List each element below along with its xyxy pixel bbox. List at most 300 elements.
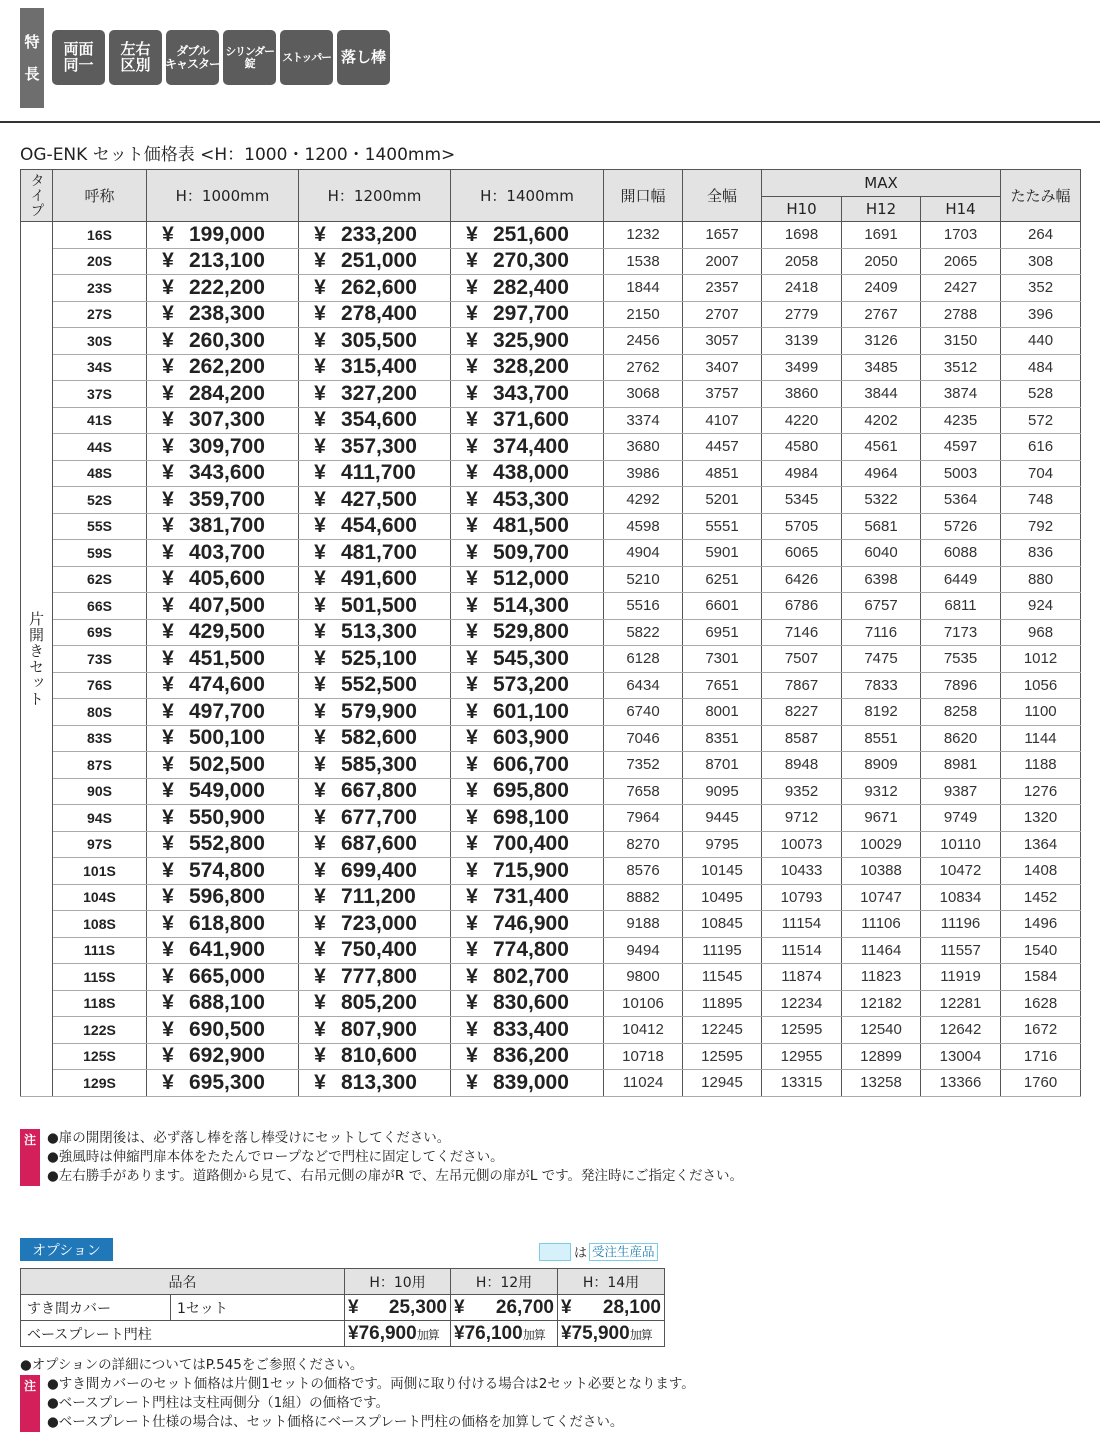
price-cell: ¥ 552,800	[147, 831, 299, 858]
dim-h12: 2767	[842, 301, 921, 328]
note-tag: 注	[20, 1375, 40, 1432]
dim-total: 3057	[683, 328, 762, 355]
dim-total: 5551	[683, 513, 762, 540]
dim-h12: 10388	[842, 858, 921, 885]
table-row	[21, 1043, 1081, 1070]
dim-total: 11895	[683, 990, 762, 1017]
row-name: 90S	[53, 778, 147, 805]
price-cell: ¥ 665,000	[147, 964, 299, 991]
dim-h10: 3139	[762, 328, 842, 355]
price-cell: ¥ 497,700	[147, 699, 299, 726]
row-name: 66S	[53, 593, 147, 620]
dim-fold: 264	[1001, 222, 1081, 249]
dim-h14: 11557	[921, 937, 1001, 964]
price-cell: ¥ 199,000	[147, 222, 299, 249]
price-cell: ¥ 222,200	[147, 275, 299, 302]
row-name: 20S	[53, 248, 147, 275]
price-cell: ¥ 213,100	[147, 248, 299, 275]
price-cell: ¥ 474,600	[147, 672, 299, 699]
dim-h12: 11464	[842, 937, 921, 964]
dim-h14: 10472	[921, 858, 1001, 885]
dim-h12: 6398	[842, 566, 921, 593]
dim-total: 4107	[683, 407, 762, 434]
dim-open: 4598	[604, 513, 683, 540]
dim-h14: 11919	[921, 964, 1001, 991]
dim-open: 9494	[604, 937, 683, 964]
dim-total: 9095	[683, 778, 762, 805]
dim-h14: 8258	[921, 699, 1001, 726]
dim-fold: 572	[1001, 407, 1081, 434]
note-tag: 注	[20, 1129, 40, 1186]
dim-total: 12245	[683, 1017, 762, 1044]
header-h1000: H：1000mm	[147, 170, 299, 222]
option-price-h14: ¥75,900加算	[558, 1321, 665, 1347]
row-name: 59S	[53, 540, 147, 567]
dim-h10: 3499	[762, 354, 842, 381]
header-h1400: H：1400mm	[451, 170, 604, 222]
dim-fold: 880	[1001, 566, 1081, 593]
dim-fold: 1628	[1001, 990, 1081, 1017]
price-cell: ¥ 579,900	[299, 699, 451, 726]
dim-h12: 5322	[842, 487, 921, 514]
table-row	[21, 805, 1081, 832]
dim-open: 9188	[604, 911, 683, 938]
dim-open: 1844	[604, 275, 683, 302]
price-cell: ¥ 429,500	[147, 619, 299, 646]
dim-h12: 12540	[842, 1017, 921, 1044]
dim-fold: 1716	[1001, 1043, 1081, 1070]
table-row	[21, 990, 1081, 1017]
row-name: 62S	[53, 566, 147, 593]
price-cell: ¥ 233,200	[299, 222, 451, 249]
feature-badge: シリンダー 錠	[223, 30, 276, 85]
dim-h12: 10747	[842, 884, 921, 911]
price-cell: ¥ 325,900	[451, 328, 604, 355]
price-cell: ¥ 502,500	[147, 752, 299, 779]
price-cell: ¥ 802,700	[451, 964, 604, 991]
dim-total: 6951	[683, 619, 762, 646]
dim-h14: 7173	[921, 619, 1001, 646]
dim-h14: 7896	[921, 672, 1001, 699]
price-cell: ¥ 830,600	[451, 990, 604, 1017]
row-name: 41S	[53, 407, 147, 434]
price-cell: ¥ 585,300	[299, 752, 451, 779]
dim-fold: 792	[1001, 513, 1081, 540]
price-cell: ¥ 690,500	[147, 1017, 299, 1044]
table-row	[21, 328, 1081, 355]
price-cell: ¥ 700,400	[451, 831, 604, 858]
dim-h14: 8620	[921, 725, 1001, 752]
dim-open: 7046	[604, 725, 683, 752]
price-cell: ¥ 297,700	[451, 301, 604, 328]
dim-h12: 8192	[842, 699, 921, 726]
dim-h14: 13004	[921, 1043, 1001, 1070]
feature-badge: ダブル キャスター	[166, 30, 219, 85]
table-title: OG-ENK セット価格表 <H：1000・1200・1400mm>	[20, 145, 456, 165]
dim-h10: 1698	[762, 222, 842, 249]
note-line: ●強風時は伸縮門扉本体をたたんでロープなどで門柱に固定してください。	[47, 1149, 504, 1165]
table-row	[21, 619, 1081, 646]
option-row	[21, 1321, 665, 1347]
dim-total: 3407	[683, 354, 762, 381]
dim-h14: 5003	[921, 460, 1001, 487]
table-row	[21, 858, 1081, 885]
price-cell: ¥ 343,600	[147, 460, 299, 487]
price-cell: ¥ 512,000	[451, 566, 604, 593]
dim-h12: 11106	[842, 911, 921, 938]
option-price-h12: ¥ 26,700	[451, 1295, 558, 1321]
price-cell: ¥ 695,800	[451, 778, 604, 805]
dim-open: 4904	[604, 540, 683, 567]
dim-open: 3068	[604, 381, 683, 408]
dim-h14: 4597	[921, 434, 1001, 461]
price-cell: ¥ 688,100	[147, 990, 299, 1017]
price-cell: ¥ 596,800	[147, 884, 299, 911]
header-h1200: H：1200mm	[299, 170, 451, 222]
dim-open: 11024	[604, 1070, 683, 1097]
price-cell: ¥ 529,800	[451, 619, 604, 646]
dim-open: 10718	[604, 1043, 683, 1070]
price-cell: ¥ 601,100	[451, 699, 604, 726]
price-cell: ¥ 309,700	[147, 434, 299, 461]
price-cell: ¥ 238,300	[147, 301, 299, 328]
dim-h10: 2418	[762, 275, 842, 302]
row-name: 76S	[53, 672, 147, 699]
dim-h12: 12182	[842, 990, 921, 1017]
dim-h14: 1703	[921, 222, 1001, 249]
dim-h14: 11196	[921, 911, 1001, 938]
row-name: 108S	[53, 911, 147, 938]
dim-open: 10412	[604, 1017, 683, 1044]
dim-fold: 1452	[1001, 884, 1081, 911]
row-name: 23S	[53, 275, 147, 302]
dim-h12: 7116	[842, 619, 921, 646]
note-line: ●すき間カバーのセット価格は片側1セットの価格です。両側に取り付ける場合は2セット必要となります。	[47, 1376, 695, 1392]
dim-h10: 4580	[762, 434, 842, 461]
price-cell: ¥ 405,600	[147, 566, 299, 593]
dim-fold: 1056	[1001, 672, 1081, 699]
dim-total: 10845	[683, 911, 762, 938]
made-to-order-label: 受注生産品	[589, 1243, 658, 1261]
table-row	[21, 487, 1081, 514]
dim-fold: 1672	[1001, 1017, 1081, 1044]
dim-open: 8882	[604, 884, 683, 911]
price-cell: ¥ 711,200	[299, 884, 451, 911]
option-price-h10: ¥ 25,300	[345, 1295, 451, 1321]
price-cell: ¥ 453,300	[451, 487, 604, 514]
dim-open: 2456	[604, 328, 683, 355]
dim-h14: 6449	[921, 566, 1001, 593]
dim-fold: 308	[1001, 248, 1081, 275]
feature-badge: 両面 同一	[52, 30, 105, 85]
row-name: 37S	[53, 381, 147, 408]
price-cell: ¥ 270,300	[451, 248, 604, 275]
price-cell: ¥ 407,500	[147, 593, 299, 620]
price-cell: ¥ 839,000	[451, 1070, 604, 1097]
dim-h14: 9749	[921, 805, 1001, 832]
row-name: 80S	[53, 699, 147, 726]
dim-total: 7651	[683, 672, 762, 699]
dim-total: 1657	[683, 222, 762, 249]
dim-h14: 8981	[921, 752, 1001, 779]
price-cell: ¥ 810,600	[299, 1043, 451, 1070]
row-name: 129S	[53, 1070, 147, 1097]
price-cell: ¥ 500,100	[147, 725, 299, 752]
price-cell: ¥ 731,400	[451, 884, 604, 911]
dim-total: 2007	[683, 248, 762, 275]
table-row	[21, 460, 1081, 487]
header-h12: H12	[842, 197, 921, 222]
feature-badges	[52, 30, 394, 108]
dim-open: 7658	[604, 778, 683, 805]
dim-h14: 12281	[921, 990, 1001, 1017]
dim-total: 8701	[683, 752, 762, 779]
dim-total: 8351	[683, 725, 762, 752]
table-row	[21, 911, 1081, 938]
table-row	[21, 275, 1081, 302]
dim-open: 8576	[604, 858, 683, 885]
dim-h14: 12642	[921, 1017, 1001, 1044]
header-opening: 開口幅	[604, 170, 683, 222]
price-cell: ¥ 427,500	[299, 487, 451, 514]
dim-total: 12945	[683, 1070, 762, 1097]
price-cell: ¥ 777,800	[299, 964, 451, 991]
dim-h12: 6757	[842, 593, 921, 620]
dim-h14: 2427	[921, 275, 1001, 302]
dim-open: 3986	[604, 460, 683, 487]
price-table	[20, 169, 1081, 1097]
row-name: 34S	[53, 354, 147, 381]
price-cell: ¥ 411,700	[299, 460, 451, 487]
price-cell: ¥ 327,200	[299, 381, 451, 408]
row-name: 55S	[53, 513, 147, 540]
dim-total: 2357	[683, 275, 762, 302]
price-cell: ¥ 667,800	[299, 778, 451, 805]
dim-open: 4292	[604, 487, 683, 514]
row-name: 73S	[53, 646, 147, 673]
dim-h10: 6426	[762, 566, 842, 593]
header-h14: H14	[921, 197, 1001, 222]
dim-h12: 8909	[842, 752, 921, 779]
price-cell: ¥ 695,300	[147, 1070, 299, 1097]
dim-h12: 11823	[842, 964, 921, 991]
dim-total: 6601	[683, 593, 762, 620]
dim-h10: 7507	[762, 646, 842, 673]
table-row	[21, 434, 1081, 461]
table-row	[21, 831, 1081, 858]
dim-open: 2150	[604, 301, 683, 328]
row-name: 52S	[53, 487, 147, 514]
dim-fold: 352	[1001, 275, 1081, 302]
price-cell: ¥ 284,200	[147, 381, 299, 408]
dim-fold: 1012	[1001, 646, 1081, 673]
dim-h14: 10110	[921, 831, 1001, 858]
row-name: 115S	[53, 964, 147, 991]
option-unit: 1セット	[171, 1295, 345, 1321]
header-h10: H10	[762, 197, 842, 222]
price-cell: ¥ 481,500	[451, 513, 604, 540]
dim-h12: 12899	[842, 1043, 921, 1070]
dim-h10: 11154	[762, 911, 842, 938]
price-cell: ¥ 374,400	[451, 434, 604, 461]
dim-h12: 5681	[842, 513, 921, 540]
table-row	[21, 672, 1081, 699]
row-name: 16S	[53, 222, 147, 249]
dim-h10: 9352	[762, 778, 842, 805]
opt-header-h14: H：14用	[558, 1269, 665, 1295]
price-cell: ¥ 805,200	[299, 990, 451, 1017]
dim-fold: 836	[1001, 540, 1081, 567]
dim-h10: 10433	[762, 858, 842, 885]
row-name: 87S	[53, 752, 147, 779]
dim-open: 6740	[604, 699, 683, 726]
dim-h12: 9312	[842, 778, 921, 805]
dim-total: 5901	[683, 540, 762, 567]
price-cell: ¥ 574,800	[147, 858, 299, 885]
dim-fold: 1760	[1001, 1070, 1081, 1097]
price-cell: ¥ 371,600	[451, 407, 604, 434]
row-name: 104S	[53, 884, 147, 911]
price-cell: ¥ 582,600	[299, 725, 451, 752]
dim-open: 10106	[604, 990, 683, 1017]
price-cell: ¥ 549,000	[147, 778, 299, 805]
price-cell: ¥ 438,000	[451, 460, 604, 487]
dim-fold: 704	[1001, 460, 1081, 487]
header-max: MAX	[762, 170, 1001, 197]
note-line: ●左右勝手があります。道路側から見て、右吊元側の扉がR で、左吊元側の扉がL です。発注時にご指定ください。	[47, 1168, 744, 1184]
dim-fold: 748	[1001, 487, 1081, 514]
dim-h12: 7475	[842, 646, 921, 673]
row-name: 118S	[53, 990, 147, 1017]
price-cell: ¥ 509,700	[451, 540, 604, 567]
row-name: 94S	[53, 805, 147, 832]
dim-fold: 1276	[1001, 778, 1081, 805]
price-cell: ¥ 807,900	[299, 1017, 451, 1044]
dim-fold: 1584	[1001, 964, 1081, 991]
opt-header-h10: H：10用	[345, 1269, 451, 1295]
price-cell: ¥ 357,300	[299, 434, 451, 461]
option-price-h12: ¥76,100加算	[451, 1321, 558, 1347]
dim-total: 9445	[683, 805, 762, 832]
dim-h14: 10834	[921, 884, 1001, 911]
row-name: 83S	[53, 725, 147, 752]
price-cell: ¥ 836,200	[451, 1043, 604, 1070]
price-cell: ¥ 354,600	[299, 407, 451, 434]
dim-h10: 11874	[762, 964, 842, 991]
row-name: 122S	[53, 1017, 147, 1044]
dim-h12: 2409	[842, 275, 921, 302]
price-cell: ¥ 315,400	[299, 354, 451, 381]
dim-total: 9795	[683, 831, 762, 858]
price-cell: ¥ 343,700	[451, 381, 604, 408]
dim-h10: 9712	[762, 805, 842, 832]
dim-h10: 5345	[762, 487, 842, 514]
opt-header-item: 品名	[21, 1269, 345, 1295]
dim-open: 7964	[604, 805, 683, 832]
dim-fold: 440	[1001, 328, 1081, 355]
price-cell: ¥ 260,300	[147, 328, 299, 355]
dim-h14: 3150	[921, 328, 1001, 355]
price-cell: ¥ 251,000	[299, 248, 451, 275]
dim-h10: 6786	[762, 593, 842, 620]
dim-h12: 7833	[842, 672, 921, 699]
price-cell: ¥ 545,300	[451, 646, 604, 673]
table-row	[21, 884, 1081, 911]
price-cell: ¥ 774,800	[451, 937, 604, 964]
feature-badge: ストッパー	[280, 30, 333, 85]
dim-h14: 13366	[921, 1070, 1001, 1097]
price-cell: ¥ 699,400	[299, 858, 451, 885]
price-cell: ¥ 307,300	[147, 407, 299, 434]
price-cell: ¥ 501,500	[299, 593, 451, 620]
feature-badge: 落し棒	[337, 30, 390, 85]
dim-fold: 1540	[1001, 937, 1081, 964]
table-row	[21, 540, 1081, 567]
table-row	[21, 593, 1081, 620]
dim-h10: 12234	[762, 990, 842, 1017]
dim-open: 2762	[604, 354, 683, 381]
dim-fold: 396	[1001, 301, 1081, 328]
price-cell: ¥ 403,700	[147, 540, 299, 567]
dim-h10: 7867	[762, 672, 842, 699]
row-name: 48S	[53, 460, 147, 487]
table-row	[21, 248, 1081, 275]
dim-h14: 7535	[921, 646, 1001, 673]
dim-fold: 1100	[1001, 699, 1081, 726]
dim-open: 5210	[604, 566, 683, 593]
dim-h10: 2058	[762, 248, 842, 275]
dim-h12: 10029	[842, 831, 921, 858]
dim-fold: 1188	[1001, 752, 1081, 779]
price-cell: ¥ 451,500	[147, 646, 299, 673]
price-cell: ¥ 525,100	[299, 646, 451, 673]
price-cell: ¥ 813,300	[299, 1070, 451, 1097]
table-row	[21, 778, 1081, 805]
dim-fold: 1320	[1001, 805, 1081, 832]
table-row	[21, 937, 1081, 964]
dim-h12: 4202	[842, 407, 921, 434]
note-line: ●扉の開閉後は、必ず落し棒を落し棒受けにセットしてください。	[47, 1130, 451, 1146]
dim-h10: 8227	[762, 699, 842, 726]
price-cell: ¥ 833,400	[451, 1017, 604, 1044]
dim-h10: 5705	[762, 513, 842, 540]
table-row	[21, 646, 1081, 673]
table-row	[21, 354, 1081, 381]
dim-h10: 10793	[762, 884, 842, 911]
dim-h14: 9387	[921, 778, 1001, 805]
dim-total: 11545	[683, 964, 762, 991]
dim-total: 4851	[683, 460, 762, 487]
table-row	[21, 964, 1081, 991]
table-row	[21, 407, 1081, 434]
notes-options	[20, 1375, 695, 1432]
dim-total: 3757	[683, 381, 762, 408]
options-table	[20, 1268, 665, 1347]
price-cell: ¥ 677,700	[299, 805, 451, 832]
price-cell: ¥ 750,400	[299, 937, 451, 964]
dim-h14: 3874	[921, 381, 1001, 408]
dim-total: 7301	[683, 646, 762, 673]
dim-h12: 13258	[842, 1070, 921, 1097]
dim-fold: 1496	[1001, 911, 1081, 938]
dim-open: 6128	[604, 646, 683, 673]
price-cell: ¥ 514,300	[451, 593, 604, 620]
row-name: 125S	[53, 1043, 147, 1070]
dim-h12: 8551	[842, 725, 921, 752]
dim-h14: 2788	[921, 301, 1001, 328]
opt-header-h12: H：12用	[451, 1269, 558, 1295]
table-row	[21, 725, 1081, 752]
